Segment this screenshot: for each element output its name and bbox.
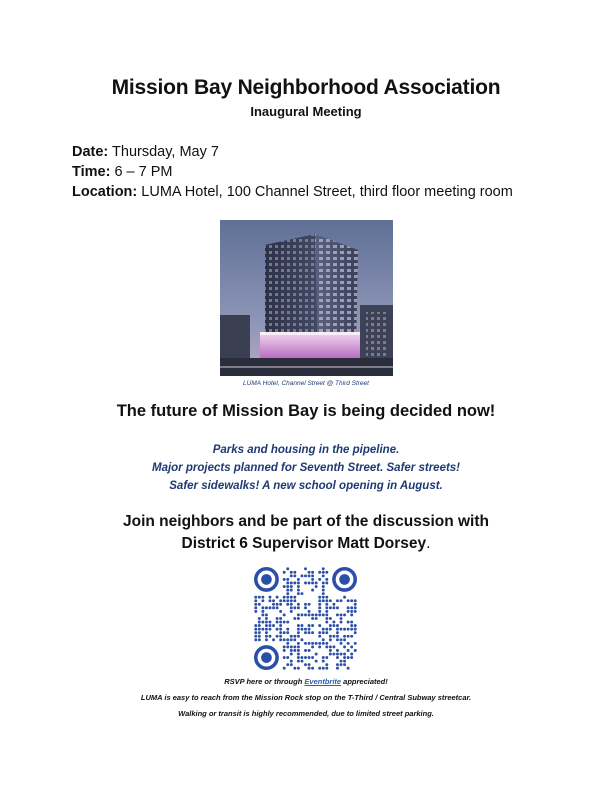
- hotel-photo: [220, 220, 393, 376]
- time-line: [72, 162, 513, 182]
- hotel-photo-illustration: [220, 220, 393, 376]
- blurb-line: Major projects planned for Seventh Street. Safer streets!: [151, 462, 461, 474]
- page-subtitle: Inaugural Meeting: [250, 104, 362, 119]
- parking-note: Walking or transit is highly recommended, due to limited street parking.: [178, 709, 434, 718]
- date-value: Thursday, May 7: [112, 144, 219, 160]
- location-label: Location:: [72, 184, 138, 200]
- headline: The future of Mission Bay is being decided now!: [116, 402, 496, 420]
- photo-caption: LUMA Hotel, Channel Street @ Third Street: [243, 380, 369, 387]
- highlights-blurb: [0, 441, 612, 495]
- location-line: [72, 182, 513, 202]
- join-message: [0, 511, 612, 555]
- rsvp-suffix: appreciated!: [341, 677, 388, 686]
- time-value: 6 – 7 PM: [114, 164, 173, 180]
- page-title: Mission Bay Neighborhood Association: [111, 76, 501, 99]
- eventbrite-link[interactable]: Eventbrite: [304, 677, 342, 686]
- date-line: [72, 142, 513, 162]
- location-value: LUMA Hotel, 100 Channel Street, third floor meeting room: [141, 184, 513, 200]
- footer-notes: [0, 674, 612, 722]
- meeting-details: [72, 142, 513, 202]
- join-line-2: [0, 533, 612, 555]
- join-line-1: Join neighbors and be part of the discussion with: [123, 513, 489, 530]
- blurb-line: Safer sidewalks! A new school opening in August.: [169, 480, 443, 492]
- qr-code[interactable]: [254, 567, 357, 670]
- supervisor-name: District 6 Supervisor Matt Dorsey: [181, 535, 427, 552]
- time-label: Time:: [72, 164, 111, 180]
- transit-note: LUMA is easy to reach from the Mission Rock stop on the T-Third / Central Subway streetcar.: [140, 693, 472, 702]
- blurb-line: Parks and housing in the pipeline.: [212, 444, 400, 456]
- join-period: .: [426, 535, 431, 552]
- rsvp-prefix: RSVP here or through: [224, 677, 305, 686]
- date-label: Date:: [72, 144, 109, 160]
- rsvp-line: [0, 674, 612, 690]
